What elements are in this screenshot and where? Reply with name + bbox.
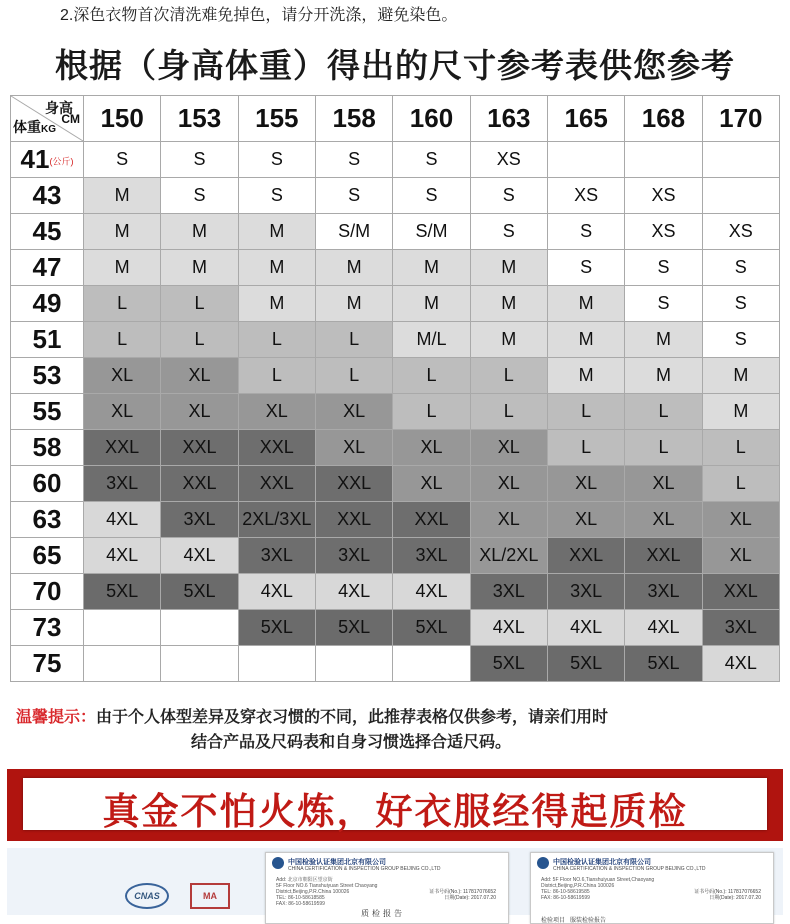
size-cell: XXL [315, 466, 392, 502]
size-cell [625, 142, 702, 178]
doc1-header-en: CHINA CERTIFICATION & INSPECTION GROUP BEIJING CO.,LTD [288, 866, 441, 872]
size-cell: M [84, 178, 161, 214]
size-cell: M [547, 286, 624, 322]
weight-cell [11, 142, 84, 178]
size-cell [238, 646, 315, 682]
weight-row [11, 430, 780, 466]
size-cell: L [238, 358, 315, 394]
size-cell: XS [547, 178, 624, 214]
size-cell: 3XL [625, 574, 702, 610]
size-cell: XL [161, 358, 238, 394]
size-cell: XXL [315, 502, 392, 538]
size-cell: S [470, 178, 547, 214]
size-cell: M [625, 358, 702, 394]
size-cell: M [470, 322, 547, 358]
size-cell: 5XL [84, 574, 161, 610]
weight-cell [11, 178, 84, 214]
weight-cell [11, 538, 84, 574]
weight-row [11, 322, 780, 358]
weight-value: 75 [32, 648, 62, 678]
weight-row [11, 538, 780, 574]
size-cell: L [238, 322, 315, 358]
size-cell: L [625, 394, 702, 430]
size-cell: XL [702, 538, 779, 574]
size-cell: L [84, 322, 161, 358]
tip-text-1: 由于个人体型差异及穿衣习惯的不同，此推荐表格仅供参考，请亲们用时 [96, 709, 609, 726]
doc2-fields [541, 915, 606, 924]
weight-value: 53 [32, 360, 62, 390]
weight-cell [11, 466, 84, 502]
weight-cell [11, 358, 84, 394]
size-chart-table [10, 95, 780, 682]
size-cell: S [702, 286, 779, 322]
size-cell: L [702, 430, 779, 466]
size-cell: L [547, 430, 624, 466]
size-cell: M [702, 394, 779, 430]
size-cell: XL [625, 466, 702, 502]
height-header-cell: 155 [238, 96, 315, 142]
doc2-number-block [694, 889, 761, 901]
size-cell: L [161, 286, 238, 322]
size-cell: 3XL [238, 538, 315, 574]
weight-row [11, 178, 780, 214]
size-cell: M [547, 322, 624, 358]
weight-row [11, 286, 780, 322]
size-cell: XL [702, 502, 779, 538]
size-cell: 3XL [84, 466, 161, 502]
size-cell: S [470, 214, 547, 250]
corner-weight-text: 体重 [13, 119, 41, 135]
size-cell: 4XL [702, 646, 779, 682]
size-cell: 3XL [702, 610, 779, 646]
size-cell: M [238, 286, 315, 322]
doc2-field-2: 服装检验报告 [570, 918, 607, 924]
tip-line-2: 结合产品及尺码表和自身习惯选择合适尺码。 [191, 734, 512, 751]
size-cell: 3XL [393, 538, 470, 574]
height-header-cell: 168 [625, 96, 702, 142]
size-cell: XL [315, 430, 392, 466]
size-cell: XL [547, 502, 624, 538]
weight-row [11, 610, 780, 646]
size-cell: 3XL [470, 574, 547, 610]
weight-row [11, 142, 780, 178]
size-cell: S [547, 250, 624, 286]
doc1-header: 中国检验认证集团北京有限公司 [288, 859, 386, 866]
weight-cell [11, 286, 84, 322]
doc1-date: 日期(Date): 2017.07.20 [444, 895, 496, 901]
size-cell: XL [393, 466, 470, 502]
size-cell: S [238, 178, 315, 214]
size-cell: L [315, 322, 392, 358]
weight-row [11, 358, 780, 394]
size-cell: S [84, 142, 161, 178]
banner-text: 真金不怕火炼，好衣服经得起质检 [102, 791, 688, 832]
weight-value: 60 [32, 468, 62, 498]
size-cell: M [161, 250, 238, 286]
weight-cell [11, 430, 84, 466]
weight-cell [11, 502, 84, 538]
size-cell: 5XL [625, 646, 702, 682]
doc1-addr-line-3: District,Beijing,P.R.China 100026 [276, 889, 350, 895]
doc1-fax: FAX: 86-10-58619599 [276, 901, 325, 907]
weight-row [11, 502, 780, 538]
size-cell: XL/2XL [470, 538, 547, 574]
size-cell: L [315, 358, 392, 394]
size-cell: 5XL [161, 574, 238, 610]
size-cell: L [161, 322, 238, 358]
weight-value: 45 [32, 216, 62, 246]
size-cell: XL [470, 430, 547, 466]
weight-value: 73 [32, 612, 62, 642]
size-cell [161, 610, 238, 646]
size-cell: S [238, 142, 315, 178]
size-cell: XL [238, 394, 315, 430]
wash-notice: 2.深色衣物首次清洗难免掉色，请分开洗涤，避免染色。 [60, 7, 458, 24]
size-cell: 4XL [470, 610, 547, 646]
size-cell: S/M [315, 214, 392, 250]
size-cell: 5XL [315, 610, 392, 646]
weight-row [11, 466, 780, 502]
doc2-tel: TEL: 86-10-58619585 [541, 889, 590, 895]
height-header-cell: 165 [547, 96, 624, 142]
size-cell: XXL [161, 466, 238, 502]
weight-value: 51 [32, 324, 62, 354]
doc2-number: 证书号码(No.): 117817076652 [694, 889, 761, 895]
size-cell: M [547, 358, 624, 394]
doc1-number: 证书号码(No.): 117817076652 [429, 889, 496, 895]
size-cell: 3XL [161, 502, 238, 538]
weight-cell [11, 214, 84, 250]
weight-cell [11, 610, 84, 646]
size-cell: M [84, 250, 161, 286]
weight-value: 43 [32, 180, 62, 210]
size-cell: 3XL [315, 538, 392, 574]
size-cell: 5XL [470, 646, 547, 682]
size-cell: 3XL [547, 574, 624, 610]
size-cell: XL [84, 358, 161, 394]
weight-value: 55 [32, 396, 62, 426]
weight-value: 63 [32, 504, 62, 534]
size-cell [702, 142, 779, 178]
weight-row [11, 394, 780, 430]
doc2-date: 日期(Date): 2017.07.20 [709, 895, 761, 901]
height-header-cell: 150 [84, 96, 161, 142]
size-cell: XL [470, 466, 547, 502]
size-cell: XS [702, 214, 779, 250]
size-cell: M [315, 286, 392, 322]
doc1-title: 质检报告 [361, 909, 405, 918]
weight-cell [11, 250, 84, 286]
weight-cell [11, 322, 84, 358]
size-cell: L [470, 358, 547, 394]
weight-value: 70 [32, 576, 62, 606]
size-cell: 4XL [84, 538, 161, 574]
size-cell: S [393, 178, 470, 214]
size-cell: XXL [625, 538, 702, 574]
size-cell: XS [625, 214, 702, 250]
corner-height-label: 身高 [45, 100, 73, 116]
size-cell: M [625, 322, 702, 358]
size-cell: XXL [238, 430, 315, 466]
warm-tip [16, 705, 608, 755]
size-cell: M [470, 250, 547, 286]
size-cell: XXL [702, 574, 779, 610]
size-cell [161, 646, 238, 682]
doc2-header: 中国检验认证集团北京有限公司 [553, 859, 651, 866]
size-cell: M [315, 250, 392, 286]
size-cell: XS [625, 178, 702, 214]
weight-value: 65 [32, 540, 62, 570]
weight-row [11, 214, 780, 250]
height-header-cell: 160 [393, 96, 470, 142]
size-cell: 5XL [238, 610, 315, 646]
size-cell: L [470, 394, 547, 430]
size-cell: XS [470, 142, 547, 178]
certificate-doc-1 [265, 852, 509, 924]
doc2-addr-line-2: District,Beijing,P.R.China 100026 [541, 883, 615, 889]
weight-value: 49 [32, 288, 62, 318]
corner-cm-label: CM [61, 112, 80, 126]
size-cell: M [393, 286, 470, 322]
ccic-logo-icon [272, 857, 284, 869]
size-cell: 4XL [161, 538, 238, 574]
page-title: 根据（身高体重）得出的尺寸参考表供您参考 [55, 47, 735, 84]
size-cell: XL [470, 502, 547, 538]
size-cell: XL [547, 466, 624, 502]
size-cell: M [84, 214, 161, 250]
weight-value: 47 [32, 252, 62, 282]
size-cell: L [702, 466, 779, 502]
size-cell: L [393, 358, 470, 394]
size-cell: M [161, 214, 238, 250]
weight-row [11, 574, 780, 610]
weight-row [11, 250, 780, 286]
weight-row [11, 646, 780, 682]
size-cell [84, 646, 161, 682]
size-cell: S [625, 250, 702, 286]
height-header-cell: 158 [315, 96, 392, 142]
doc1-addr-line-2: 5F Floor NO.6 Tianshuiyuan Street Chaoyang [276, 883, 378, 889]
size-cell: S [625, 286, 702, 322]
corner-kg-label: KG [41, 124, 56, 135]
size-cell: 4XL [393, 574, 470, 610]
ccic-logo-icon [537, 857, 549, 869]
size-cell: XXL [547, 538, 624, 574]
size-cell: 4XL [315, 574, 392, 610]
size-cell: S [315, 142, 392, 178]
doc2-addr-line-1: Add: 5F Floor NO.6,Tianshuiyuan Street,Chaoyang [541, 877, 655, 883]
weight-unit-label: (公斤) [49, 156, 74, 167]
size-cell: L [547, 394, 624, 430]
size-cell: S/M [393, 214, 470, 250]
cma-logo-icon [190, 883, 230, 909]
doc1-address [276, 877, 377, 907]
size-cell: XL [161, 394, 238, 430]
size-cell: S [702, 322, 779, 358]
size-cell: S [393, 142, 470, 178]
size-cell: XL [393, 430, 470, 466]
size-cell: M [702, 358, 779, 394]
weight-cell [11, 394, 84, 430]
size-cell: S [702, 250, 779, 286]
certificates-section [7, 848, 783, 924]
cma-logo-text: MA [203, 891, 217, 901]
size-cell: S [547, 214, 624, 250]
size-cell: M/L [393, 322, 470, 358]
size-cell: XXL [84, 430, 161, 466]
height-header-row [11, 96, 780, 142]
size-cell: L [625, 430, 702, 466]
size-cell: 5XL [547, 646, 624, 682]
weight-cell [11, 574, 84, 610]
doc2-field-1: 检验项目 [541, 918, 566, 924]
size-cell: S [161, 178, 238, 214]
height-header-cell: 153 [161, 96, 238, 142]
size-cell: 5XL [393, 610, 470, 646]
size-cell: 4XL [238, 574, 315, 610]
height-header-cell: 163 [470, 96, 547, 142]
weight-cell [11, 646, 84, 682]
size-cell: XL [84, 394, 161, 430]
size-cell [315, 646, 392, 682]
banner-inner [23, 778, 767, 830]
size-cell: M [470, 286, 547, 322]
tip-line-1 [16, 705, 608, 730]
doc2-header-en: CHINA CERTIFICATION & INSPECTION GROUP BEIJING CO.,LTD [553, 866, 706, 872]
weight-value: 58 [32, 432, 62, 462]
size-cell: S [161, 142, 238, 178]
size-cell [547, 142, 624, 178]
size-cell: XL [315, 394, 392, 430]
size-cell: 4XL [625, 610, 702, 646]
doc1-tel: TEL: 86-10-58618585 [276, 895, 325, 901]
size-cell: 2XL/3XL [238, 502, 315, 538]
tip-label: 温馨提示： [16, 709, 97, 726]
size-cell: 4XL [84, 502, 161, 538]
doc2-address [541, 877, 654, 901]
size-cell: L [393, 394, 470, 430]
size-cell: XXL [393, 502, 470, 538]
size-chart-body [11, 96, 780, 682]
certificate-doc-2 [530, 852, 774, 924]
size-cell: XL [625, 502, 702, 538]
height-header-cell: 170 [702, 96, 779, 142]
corner-header [11, 96, 83, 141]
size-cell: 4XL [547, 610, 624, 646]
corner-cell [11, 96, 84, 142]
size-cell [393, 646, 470, 682]
doc2-fax: FAX: 86-10-58619599 [541, 895, 590, 901]
size-cell: M [238, 214, 315, 250]
doc1-addr-line-1: Add: 北京市朝阳区望京街 [276, 877, 333, 883]
doc1-number-block [429, 889, 496, 901]
weight-value: 41 [20, 144, 50, 174]
quality-banner [7, 769, 783, 841]
size-cell: M [238, 250, 315, 286]
size-cell: S [315, 178, 392, 214]
size-cell [702, 178, 779, 214]
cnas-logo-icon: CNAS [125, 883, 169, 909]
corner-weight-label [13, 117, 56, 137]
size-cell: XXL [161, 430, 238, 466]
size-cell: XXL [238, 466, 315, 502]
size-cell: L [84, 286, 161, 322]
size-cell: M [393, 250, 470, 286]
size-cell [84, 610, 161, 646]
